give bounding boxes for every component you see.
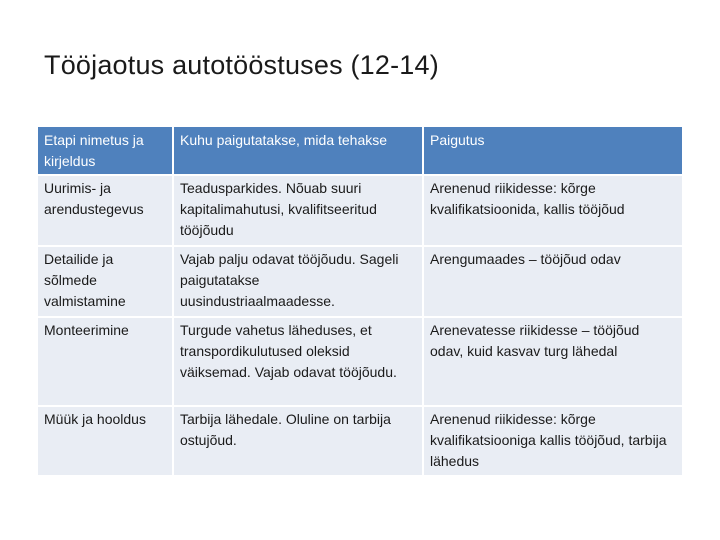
cell-location-activity: Teadusparkides. Nõuab suuri kapitalimahutusi, kvalifitseeritud tööjõudu — [174, 176, 422, 245]
cell-location-activity: Tarbija lähedale. Oluline on tarbija ostujõud. — [174, 407, 422, 475]
cell-location-activity: Vajab palju odavat tööjõudu. Sageli paigutatakse uusindustriaalmaadesse. — [174, 247, 422, 316]
table-row — [38, 176, 682, 245]
cell-stage: Monteerimine — [38, 318, 172, 405]
cell-placement: Arenenud riikidesse: kõrge kvalifikatsiooniga kallis tööjõud, tarbija lähedus — [424, 407, 682, 475]
cell-location-activity: Turgude vahetus läheduses, et transpordikulutused oleksid väiksemad. Vajab odavat tööjõudu. — [174, 318, 422, 405]
division-of-labour-table-container — [36, 125, 684, 477]
cell-stage: Uurimis- ja arendustegevus — [38, 176, 172, 245]
header-location-activity: Kuhu paigutatakse, mida tehakse — [174, 127, 422, 174]
table-header-row — [38, 127, 682, 174]
cell-placement: Arenevatesse riikidesse – tööjõud odav, kuid kasvav turg lähedal — [424, 318, 682, 405]
header-stage: Etapi nimetus ja kirjeldus — [38, 127, 172, 174]
table-row — [38, 407, 682, 475]
cell-placement: Arengumaades – tööjõud odav — [424, 247, 682, 316]
table-row — [38, 247, 682, 316]
division-of-labour-table — [36, 125, 684, 477]
table-row — [38, 318, 682, 405]
cell-stage: Müük ja hooldus — [38, 407, 172, 475]
cell-placement: Arenenud riikidesse: kõrge kvalifikatsioonida, kallis tööjõud — [424, 176, 682, 245]
header-placement: Paigutus — [424, 127, 682, 174]
slide-title: Tööjaotus autotööstuses (12-14) — [44, 50, 439, 80]
cell-stage: Detailide ja sõlmede valmistamine — [38, 247, 172, 316]
